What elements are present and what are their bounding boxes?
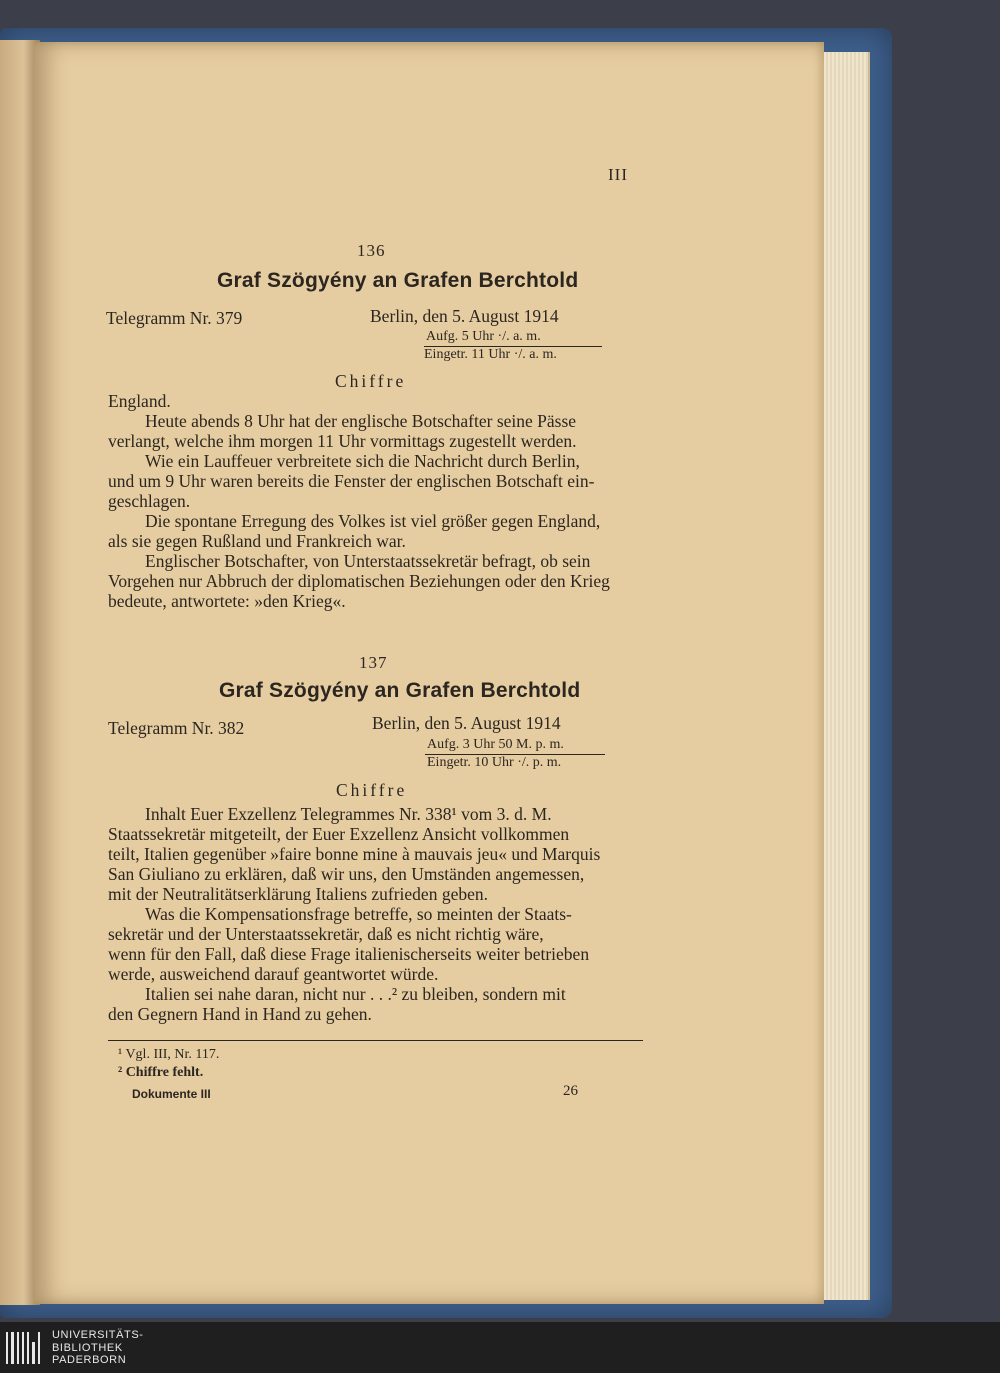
doc137-title: Graf Szögyény an Grafen Berchtold xyxy=(219,679,581,702)
signature-mark: Dokumente III xyxy=(132,1087,211,1101)
body-line: wenn für den Fall, daß diese Frage italienischerseits weiter betrieben xyxy=(108,944,590,964)
library-name-line: UNIVERSITÄTS- xyxy=(52,1329,144,1341)
library-name-line: BIBLIOTHEK xyxy=(52,1341,123,1354)
body-line: Heute abends 8 Uhr hat der englische Botschafter seine Pässe xyxy=(145,411,577,431)
body-line: als sie gegen Rußland und Frankreich war. xyxy=(108,531,406,551)
doc136-eingetr: Eingetr. 11 Uhr ·/. a. m. xyxy=(424,347,557,362)
body-line: England. xyxy=(108,391,171,411)
body-line: Wie ein Lauffeuer verbreitete sich die Nachricht durch Berlin, xyxy=(145,451,580,471)
library-name-line: PADERBORN xyxy=(52,1354,127,1366)
body-line: und um 9 Uhr waren bereits die Fenster der englischen Botschaft ein- xyxy=(108,471,595,491)
body-line: den Gegnern Hand in Hand zu gehen. xyxy=(108,1004,372,1024)
body-line: Vorgehen nur Abbruch der diplomatischen Beziehungen oder den Krieg xyxy=(108,571,610,591)
doc137-place-date: Berlin, den 5. August 1914 xyxy=(372,713,561,733)
footnote-1: ¹ Vgl. III, Nr. 117. xyxy=(118,1047,220,1062)
library-logo-icon xyxy=(6,1332,40,1364)
doc136-number: 136 xyxy=(357,241,386,260)
body-line: sekretär und der Unterstaatssekretär, daß es nicht richtig wäre, xyxy=(108,924,544,944)
page-fore-edge xyxy=(824,52,870,1300)
body-line: Die spontane Erregung des Volkes ist viel größer gegen England, xyxy=(145,511,601,531)
body-line: bedeute, antwortete: »den Krieg«. xyxy=(108,591,346,611)
doc136-aufg: Aufg. 5 Uhr ·/. a. m. xyxy=(426,329,541,344)
doc137-telegram-number: Telegramm Nr. 382 xyxy=(108,718,245,738)
doc136-place-date: Berlin, den 5. August 1914 xyxy=(370,306,559,326)
body-line: Staatssekretär mitgeteilt, der Euer Exzellenz Ansicht vollkommen xyxy=(108,824,570,844)
doc136-title: Graf Szögyény an Grafen Berchtold xyxy=(217,269,579,292)
sheet-number: 26 xyxy=(563,1083,578,1099)
doc136-body xyxy=(108,391,642,611)
body-line: Italien sei nahe daran, nicht nur . . .² zu bleiben, sondern mit xyxy=(145,984,566,1004)
body-line: geschlagen. xyxy=(108,491,191,511)
doc136-chiffre: Chiffre xyxy=(335,371,407,391)
body-line: Was die Kompensationsfrage betreffe, so meinten der Staats- xyxy=(145,904,572,924)
doc137-number: 137 xyxy=(359,653,388,672)
doc137-eingetr: Eingetr. 10 Uhr ·/. p. m. xyxy=(427,755,562,770)
body-line: mit der Neutralitätserklärung Italiens zufrieden geben. xyxy=(108,884,488,904)
body-line: werde, ausweichend darauf geantwortet würde. xyxy=(108,964,439,984)
body-line: Inhalt Euer Exzellenz Telegrammes Nr. 338¹ vom 3. d. M. xyxy=(145,804,552,824)
body-line: teilt, Italien gegenüber »faire bonne mine à mauvais jeu« und Marquis xyxy=(108,844,601,864)
footnote-2: ² Chiffre fehlt. xyxy=(118,1065,204,1080)
page-number: III xyxy=(608,165,628,184)
footnote-rule xyxy=(108,1040,643,1041)
doc137-body xyxy=(108,804,644,1024)
book-page xyxy=(34,42,824,1304)
doc137-aufg: Aufg. 3 Uhr 50 M. p. m. xyxy=(427,737,564,752)
body-line: San Giuliano zu erklären, daß wir uns, den Umständen angemessen, xyxy=(108,864,585,884)
body-line: Englischer Botschafter, von Unterstaatssekretär befragt, ob sein xyxy=(145,551,591,571)
doc137-chiffre: Chiffre xyxy=(336,780,408,800)
doc136-telegram-number: Telegramm Nr. 379 xyxy=(106,308,243,328)
body-line: verlangt, welche ihm morgen 11 Uhr vormittags zugestellt werden. xyxy=(108,431,577,451)
library-name xyxy=(52,1329,144,1367)
library-footer xyxy=(0,1322,1000,1373)
